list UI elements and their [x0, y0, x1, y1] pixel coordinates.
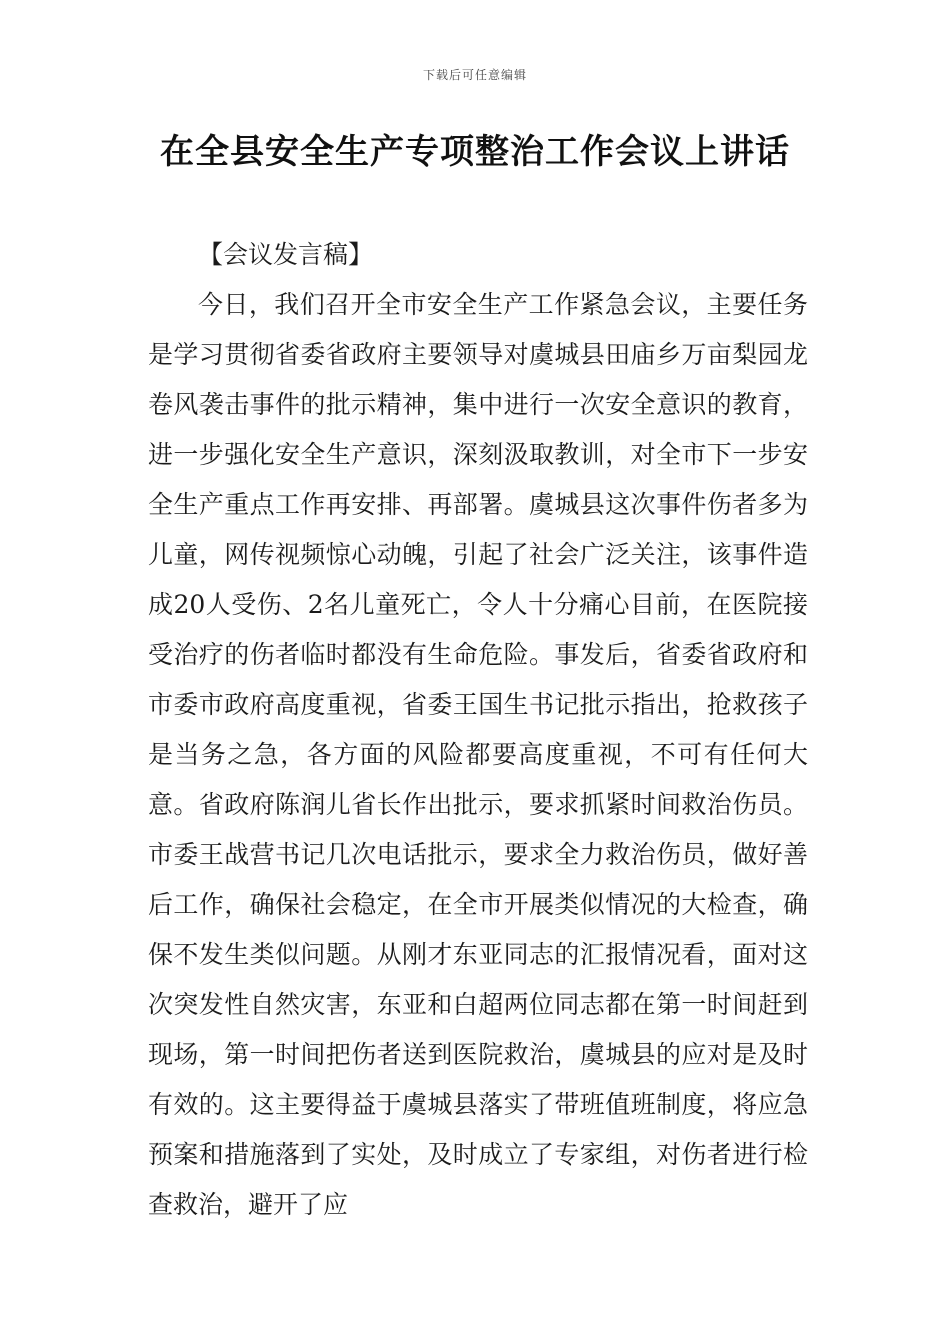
body-paragraph: 今日，我们召开全市安全生产工作紧急会议，主要任务是学习贯彻省委省政府主要领导对虞城县田庙乡万亩梨园龙卷风袭击事件的批示精神，集中进行一次安全意识的教育，进一步强化安全生产意识，深刻汲取教训，对全市下一步安全生产重点工作再安排、再部署。虞城县这次事件伤者多为儿童，网传视频惊心动魄，引起了社会广泛关注，该事件造成20人受伤、2名儿童死亡，令人十分痛心目前，在医院接受治疗的伤者临时都没有生命危险。事发后，省委省政府和市委市政府高度重视，省委王国生书记批示指出，抢救孩子是当务之急，各方面的风险都要高度重视，不可有任何大意。省政府陈润儿省长作出批示，要求抓紧时间救治伤员。市委王战营书记几次电话批示，要求全力救治伤员，做好善后工作，确保社会稳定，在全市开展类似情况的大检查，确保不发生类似问题。从刚才东亚同志的汇报情况看，面对这次突发性自然灾害，东亚和白超两位同志都在第一时间赶到现场，第一时间把伤者送到医院救治，虞城县的应对是及时有效的。这主要得益于虞城县落实了带班值班制度，将应急预案和措施落到了实处，及时成立了专家组，对伤者进行检查救治，避开了应 — [148, 290, 808, 1219]
speech-label: 【会议发言稿】 — [198, 240, 374, 269]
header-note: 下载后可任意编辑 — [422, 68, 527, 82]
document-title: 在全县安全生产专项整治工作会议上讲话 — [160, 132, 790, 172]
document-body — [148, 230, 808, 1230]
